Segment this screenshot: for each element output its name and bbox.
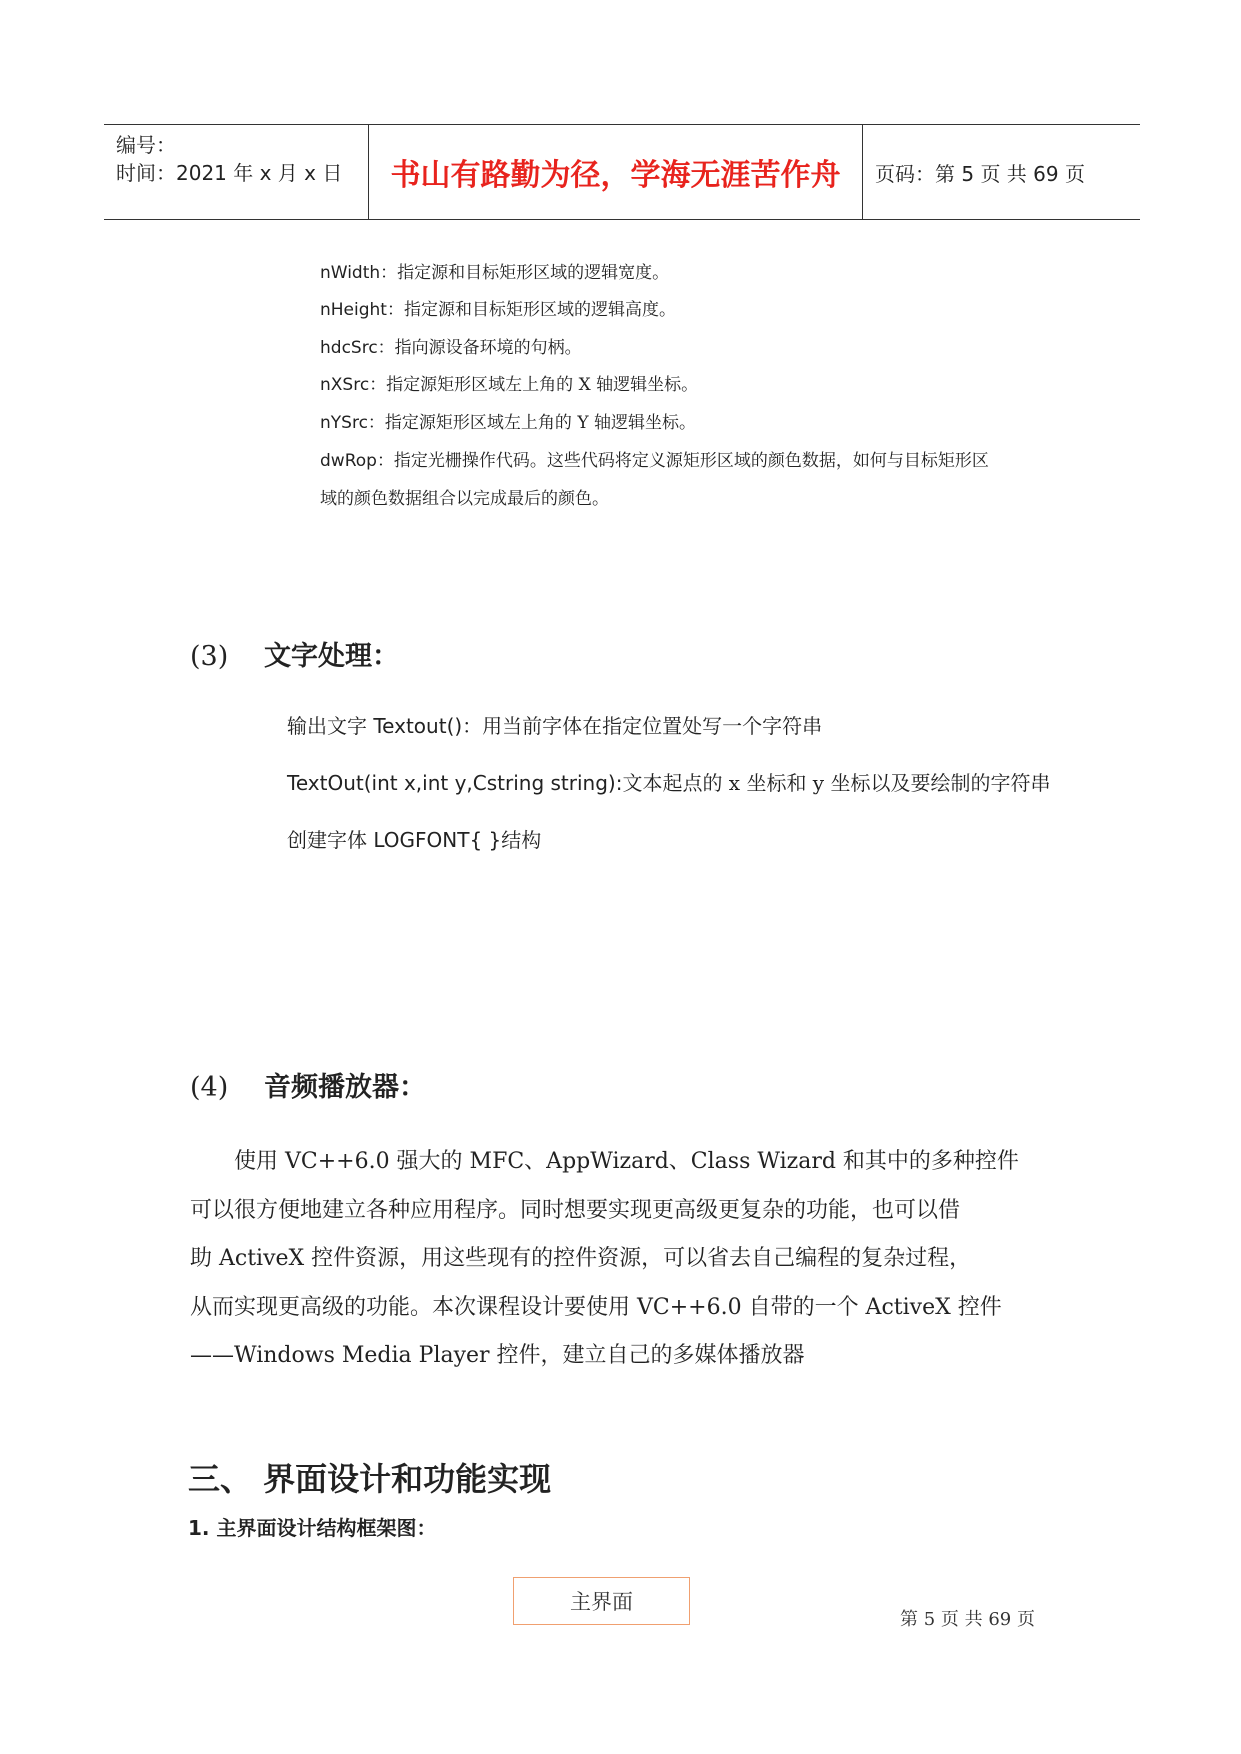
paragraph-line: 可以很方便地建立各种应用程序。同时想要实现更高级更复杂的功能，也可以借 [190, 1198, 961, 1223]
page-label: 页码：第 5 页 共 69 页 [875, 161, 1085, 186]
param-line: nHeight：指定源和目标矩形区域的逻辑高度。 [320, 300, 676, 320]
page-header [104, 124, 1140, 220]
param-line: nWidth：指定源和目标矩形区域的逻辑宽度。 [320, 263, 670, 283]
section-heading: (3) 文字处理： [190, 641, 399, 672]
text-line: 创建字体 LOGFONT{ }结构 [287, 828, 542, 852]
paragraph-line: 从而实现更高级的功能。本次课程设计要使用 VC++6.0 自带的一个 ActiveX 控件 [190, 1295, 1002, 1320]
header-motto-cell [369, 125, 863, 219]
section-heading: (4) 音频播放器： [190, 1072, 426, 1103]
paragraph-line: 助 ActiveX 控件资源，用这些现有的控件资源，可以省去自己编程的复杂过程， [190, 1246, 972, 1271]
subsection-title: 1. 主界面设计结构框架图： [188, 1516, 437, 1540]
number-label: 编号： [116, 133, 176, 157]
time-label: 时间：2021 年 x 月 x 日 [116, 161, 343, 185]
chapter-title: 三、 界面设计和功能实现 [188, 1460, 552, 1498]
motto-text: 书山有路勤为径，学海无涯苦作舟 [390, 158, 841, 193]
main-interface-box: 主界面 [513, 1577, 690, 1625]
paragraph-line: 使用 VC++6.0 强大的 MFC、AppWizard、Class Wizard 和其中的多种控件 [190, 1149, 1019, 1174]
paragraph-line: ——Windows Media Player 控件，建立自己的多媒体播放器 [190, 1343, 805, 1368]
page-footer: 第 5 页 共 69 页 [900, 1609, 1035, 1630]
text-line: 输出文字 Textout()：用当前字体在指定位置处写一个字符串 [287, 714, 823, 738]
param-line: dwRop：指定光栅操作代码。这些代码将定义源矩形区域的颜色数据，如何与目标矩形区 [320, 451, 989, 471]
param-line: nXSrc：指定源矩形区域左上角的 X 轴逻辑坐标。 [320, 375, 699, 395]
text-line: TextOut(int x,int y,Cstring string):文本起点的 x 坐标和 y 坐标以及要绘制的字符串 [287, 771, 1051, 795]
param-line: hdcSrc：指向源设备环境的句柄。 [320, 338, 582, 358]
param-line: nYSrc：指定源矩形区域左上角的 Y 轴逻辑坐标。 [320, 413, 696, 433]
header-info-cell [104, 125, 369, 219]
param-continuation: 域的颜色数据组合以完成最后的颜色。 [320, 489, 609, 509]
